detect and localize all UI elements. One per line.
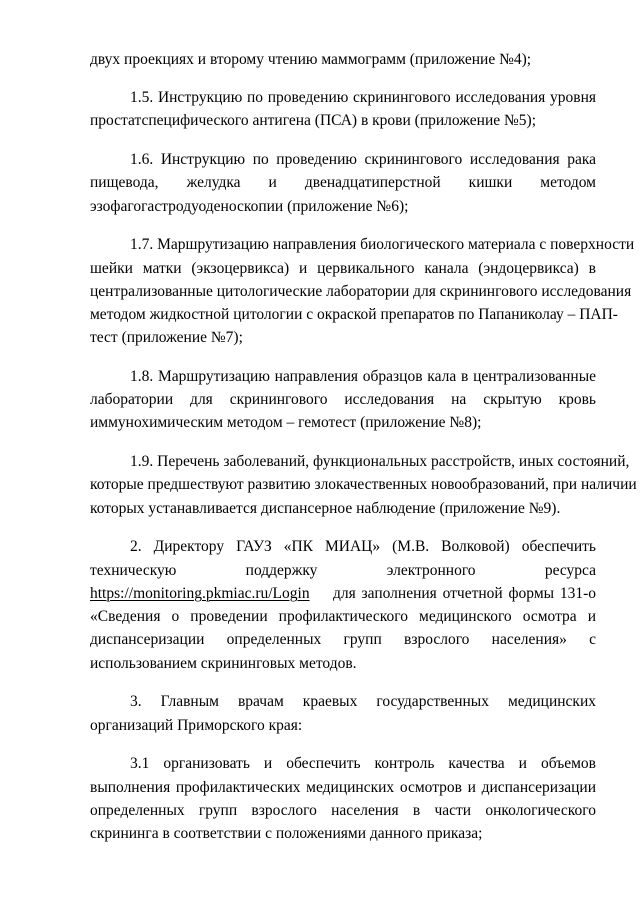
text-line: 1.5. Инструкцию по проведению скринингового исследования уровня — [130, 89, 596, 106]
text-line: 2. Директору ГАУЗ «ПК МИАЦ» (М.В. Волковой) обеспечить — [130, 538, 596, 555]
text-line: скрининга в соответствии с положениями данного приказа; — [90, 825, 483, 842]
text-line: 3.1 организовать и обеспечить контроль качества и объемов — [130, 755, 596, 772]
text-line: эзофагогастродуоденоскопии (приложение №6); — [90, 198, 409, 215]
monitoring-link[interactable] — [90, 584, 310, 604]
text-line: пищевода, желудка и двенадцатиперстной кишки методом — [90, 174, 596, 191]
text-line: использованием скрининговых методов. — [90, 655, 357, 672]
text-line: 1.8. Маршрутизацию направления образцов кала в централизованные — [130, 368, 596, 385]
text-line: лаборатории для скринингового исследования на скрытую кровь — [90, 391, 596, 408]
monitoring-link-text[interactable]: https://monitoring.pkmiac.ru/Login — [90, 585, 310, 602]
text-line: для заполнения отчетной формы 131-о — [333, 585, 596, 602]
text-line: «Сведения о проведении профилактического медицинского осмотра и — [90, 608, 596, 625]
text-line: шейки матки (экзоцервикса) и цервикального канала (эндоцервикса) в — [90, 260, 596, 277]
text-line: методом жидкостной цитологии с окраской препаратов по Папаниколау – ПАП- — [90, 306, 618, 323]
text-line: техническую поддержку электронного ресурса — [90, 562, 596, 579]
text-line: 1.6. Инструкцию по проведению скринингового исследования рака — [130, 151, 596, 168]
text-line: 1.7. Маршрутизацию направления биологического материала с поверхности — [130, 236, 635, 253]
text-line: выполнения профилактических медицинских осмотров и диспансеризации — [90, 779, 596, 796]
text-line: централизованные цитологические лаборатории для скринингового исследования — [90, 283, 632, 300]
text-line: 1.9. Перечень заболеваний, функциональных расстройств, иных состояний, — [130, 453, 630, 470]
text-line: иммунохимическим методом – гемотест (приложение №8); — [90, 414, 482, 431]
text-line: тест (приложение №7); — [90, 329, 243, 346]
text-line: которые предшествуют развитию злокачественных новообразований, при наличии — [90, 476, 637, 493]
text-line: простатспецифического антигена (ПСА) в крови (приложение №5); — [90, 112, 537, 129]
text-line: диспансеризации определенных групп взрослого населения» с — [90, 631, 596, 648]
text-line: определенных групп взрослого населения в части онкологического — [90, 802, 596, 819]
text-line: 3. Главным врачам краевых государственных медицинских — [130, 693, 596, 710]
text-line: двух проекциях и второму чтению маммограмм (приложение №4); — [90, 51, 532, 68]
text-line: которых устанавливается диспансерное наблюдение (приложение №9). — [90, 500, 561, 517]
text-line: организаций Приморского края: — [90, 717, 303, 734]
